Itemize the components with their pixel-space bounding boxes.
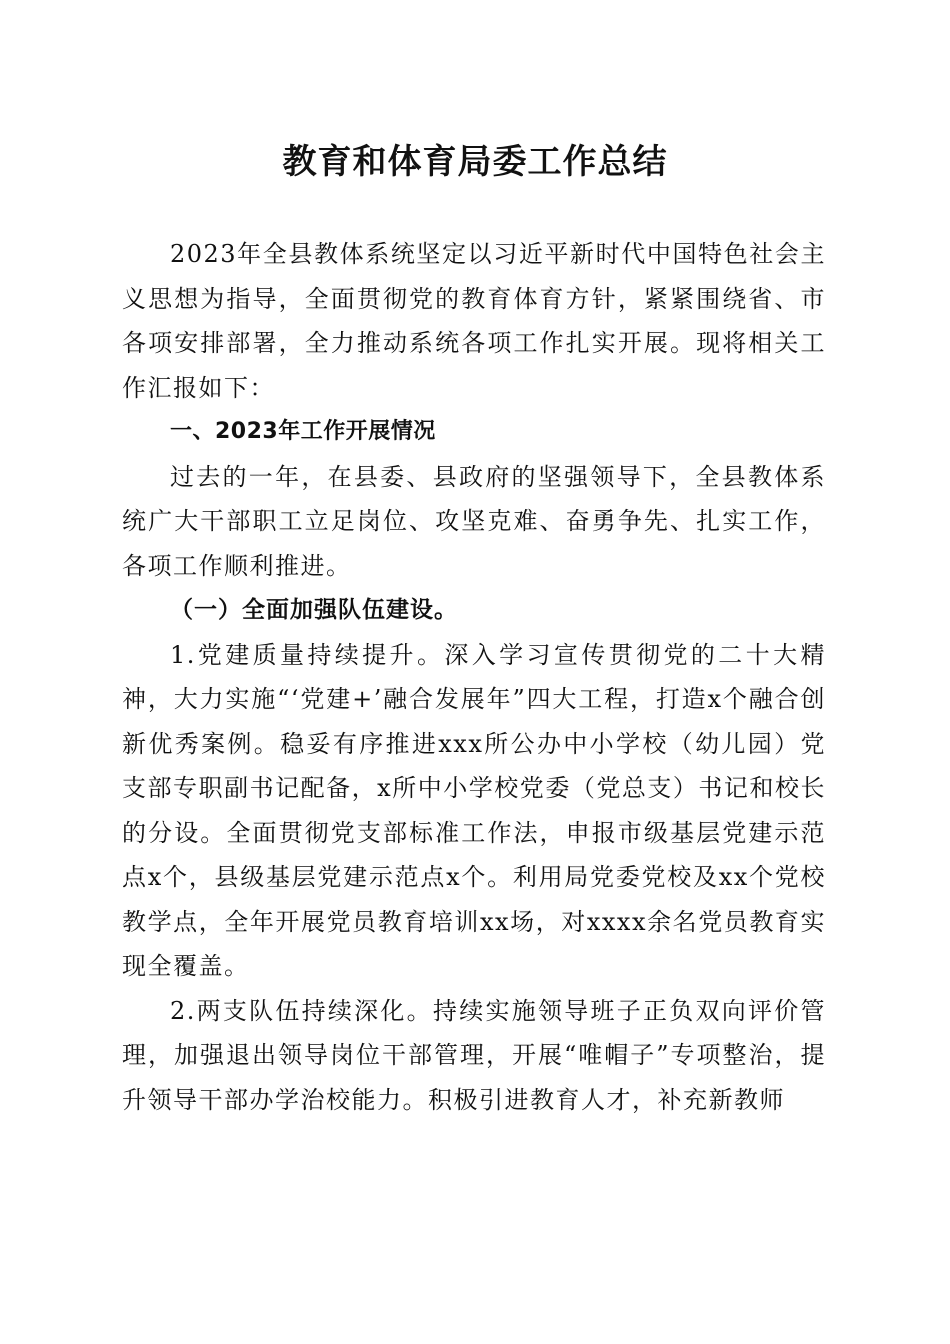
item-2-paragraph: 2.两支队伍持续深化。持续实施领导班子正负双向评价管理，加强退出领导岗位干部管理，开展“唯帽子”专项整治，提升领导干部办学治校能力。积极引进教育人才，补充新教师: [122, 996, 826, 1114]
document-title: 教育和体育局委工作总结: [282, 142, 668, 182]
subsection-heading-1: （一）全面加强队伍建设。: [170, 596, 458, 623]
item-1-paragraph: 1.党建质量持续提升。深入学习宣传贯彻党的二十大精神，大力实施“‘党建+’融合发展年”四大工程，打造x个融合创新优秀案例。稳妥有序推进xxx所公办中小学校（幼儿园）党支部专职副书记配备，x所中小学校党委（党总支）书记和校长的分设。全面贯彻党支部标准工作法，申报市级基层党建示范点x个，县级基层党建示范点x个。利用局党委党校及xx个党校教学点，全年开展党员教育培训xx场，对xxxx余名党员教育实现全覆盖。: [122, 640, 826, 980]
intro-paragraph: 2023年全县教体系统坚定以习近平新时代中国特色社会主义思想为指导，全面贯彻党的教育体育方针，紧紧围绕省、市各项安排部署，全力推动系统各项工作扎实开展。现将相关工作汇报如下：: [122, 240, 826, 402]
document-body: [122, 232, 826, 1122]
section-heading-1: 一、2023年工作开展情况: [170, 419, 436, 444]
section-1-paragraph: 过去的一年，在县委、县政府的坚强领导下，全县教体系统广大干部职工立足岗位、攻坚克难、奋勇争先、扎实工作，各项工作顺利推进。: [122, 462, 826, 580]
